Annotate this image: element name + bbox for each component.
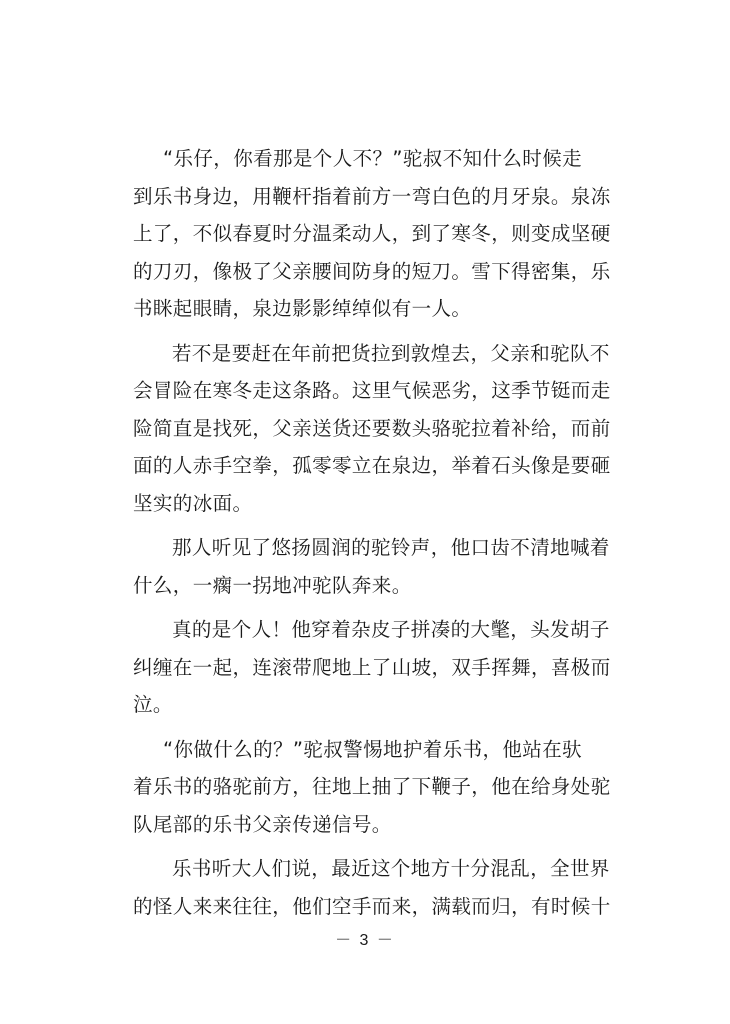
text-line: 会冒险在寒冬走这条路。这里气候恶劣，这季节铤而走 [133,379,611,402]
text-line: 队尾部的乐书父亲传递信号。 [133,812,392,836]
text-line: 泣。 [133,693,173,716]
text-line: 书眯起眼睛，泉边影影绰绰似有一人。 [133,297,472,320]
text-line: 真的是个人！他穿着杂皮子拼凑的大氅，头发胡子 [172,618,610,641]
text-line: 险简直是找死，父亲送货还要数头骆驼拉着补给，而前 [133,416,611,440]
paragraph-5 [133,731,611,844]
text-line: 纠缠在一起，连滚带爬地上了山坡，双手挥舞，喜极而 [133,655,611,679]
text-line: 什么，一瘸一拐地冲驼队奔来。 [133,573,412,597]
body-text [133,140,611,932]
text-line: 面的人赤手空拳，孤零零立在泉边，举着石头像是要砸 [133,454,611,477]
paragraph-1 [133,140,611,328]
paragraph-6 [133,850,611,925]
text-line: 若不是要赶在年前把货拉到敦煌去，父亲和驼队不 [172,341,610,365]
text-line: “你做什么的？”驼叔警惕地护着乐书，他站在驮 [163,737,583,761]
text-line: 着乐书的骆驼前方，往地上抽了下鞭子，他在给身处驼 [133,775,611,798]
text-line: 上了，不似春夏时分温柔动人，到了寒冬，则变成坚硬 [133,222,611,245]
text-line: 到乐书身边，用鞭杆指着前方一弯白色的月牙泉。泉冻 [133,184,611,208]
text-line: 的刀刃，像极了父亲腰间防身的短刀。雪下得密集，乐 [133,259,611,283]
text-line: 的怪人来来往往，他们空手而来，满载而归，有时候十 [133,894,611,918]
text-line: 乐书听大人们说，最近这个地方十分混乱，全世界 [172,857,610,880]
paragraph-4 [133,611,611,724]
paragraph-2 [133,335,611,523]
page-number: － 3 － [335,932,395,949]
text-line: 坚实的冰面。 [133,491,253,515]
paragraph-3 [133,529,610,604]
text-line: 那人听见了悠扬圆润的驼铃声，他口齿不清地喊着 [172,536,610,559]
text-line: “乐仔，你看那是个人不？”驼叔不知什么时候走 [163,147,583,170]
